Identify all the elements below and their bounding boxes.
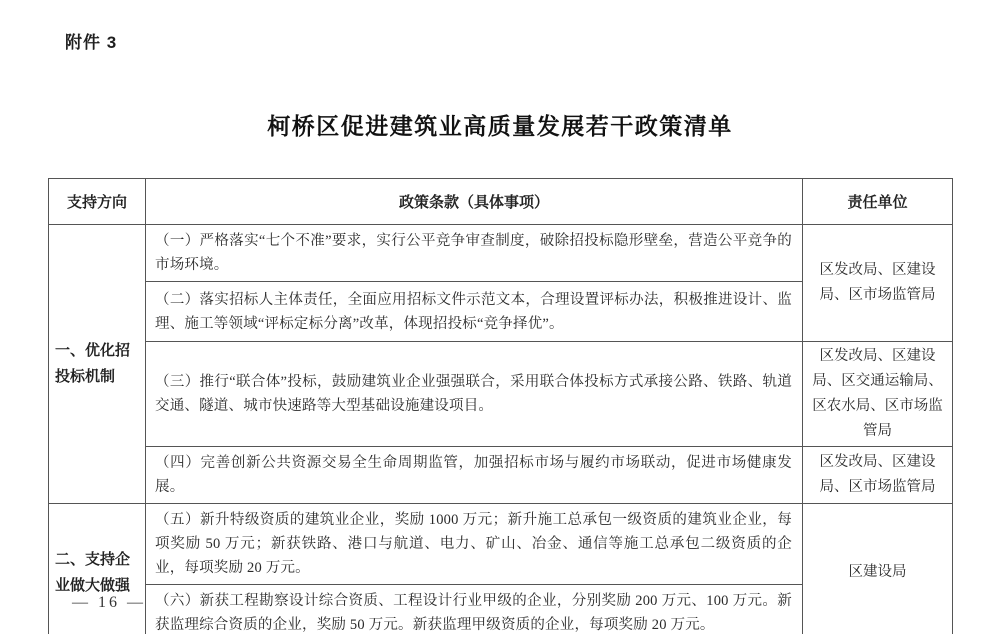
unit-cell-1: 区发改局、区建设局、区市场监管局	[803, 225, 953, 342]
policy-cell-3: （三）推行“联合体”投标，鼓励建筑业企业强强联合，采用联合体投标方式承接公路、铁路、轨道交通、隧道、城市快速路等大型基础设施建设项目。	[146, 342, 803, 447]
table-header-row	[49, 179, 953, 225]
attachment-label: 附件 3	[65, 33, 118, 52]
unit-cell-3: 区发改局、区建设局、区交通运输局、区农水局、区市场监管局	[803, 342, 953, 447]
header-policy: 政策条款（具体事项）	[146, 179, 803, 225]
policy-cell-4: （四）完善创新公共资源交易全生命周期监管，加强招标市场与履约市场联动，促进市场健康发展。	[146, 447, 803, 504]
header-unit: 责任单位	[803, 179, 953, 225]
direction-cell-2: 二、支持企业做大做强	[49, 504, 146, 634]
page-number: — 16 —	[72, 594, 146, 611]
page-title: 柯桥区促进建筑业高质量发展若干政策清单	[267, 113, 733, 139]
policy-cell-2: （二）落实招标人主体责任，全面应用招标文件示范文本，合理设置评标办法，积极推进设计、监理、施工等领域“评标定标分离”改革，体现招投标“竞争择优”。	[146, 282, 803, 342]
policy-cell-1: （一）严格落实“七个不准”要求，实行公平竞争审查制度，破除招投标隐形壁垒，营造公平竞争的市场环境。	[146, 225, 803, 282]
table-row	[49, 447, 953, 504]
direction-cell-1: 一、优化招投标机制	[49, 225, 146, 504]
unit-cell-5: 区建设局	[803, 504, 953, 634]
table-row	[49, 504, 953, 585]
header-direction: 支持方向	[49, 179, 146, 225]
policy-cell-5: （五）新升特级资质的建筑业企业，奖励 1000 万元；新升施工总承包一级资质的建筑业企业，每项奖励 50 万元；新获铁路、港口与航道、电力、矿山、冶金、通信等施工总承包二级资质的企业，每项奖励 20 万元。	[146, 504, 803, 585]
table-row	[49, 225, 953, 282]
policy-cell-6: （六）新获工程勘察设计综合资质、工程设计行业甲级的企业，分别奖励 200 万元、100 万元。新获监理综合资质的企业，奖励 50 万元。新获监理甲级资质的企业，每项奖励 20 万元。	[146, 585, 803, 634]
policy-table	[48, 178, 953, 634]
table-row	[49, 342, 953, 447]
unit-cell-4: 区发改局、区建设局、区市场监管局	[803, 447, 953, 504]
